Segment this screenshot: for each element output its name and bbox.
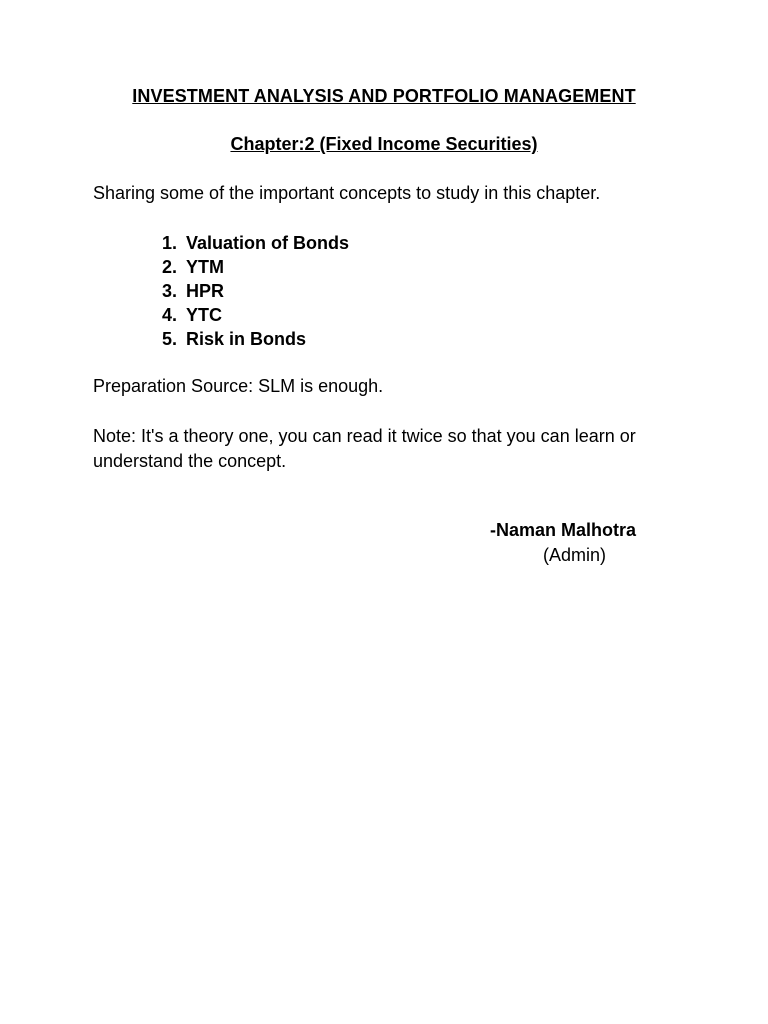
list-item <box>162 255 349 279</box>
document-title: INVESTMENT ANALYSIS AND PORTFOLIO MANAGEMENT <box>132 86 636 106</box>
intro-paragraph: Sharing some of the important concepts to study in this chapter. <box>93 183 601 203</box>
list-item-label: YTC <box>186 305 222 325</box>
author-role: (Admin) <box>543 545 607 565</box>
list-item-label: YTM <box>186 257 224 277</box>
author-signature: -Naman Malhotra <box>490 520 637 540</box>
list-item <box>162 327 349 351</box>
list-item <box>162 231 349 255</box>
list-item-number: 1. <box>162 233 178 253</box>
list-item-label: Valuation of Bonds <box>186 233 350 253</box>
list-item <box>162 279 349 303</box>
list-item <box>162 303 349 327</box>
chapter-heading: Chapter:2 (Fixed Income Securities) <box>230 134 538 154</box>
preparation-source: Preparation Source: SLM is enough. <box>93 376 384 396</box>
list-item-number: 5. <box>162 329 178 349</box>
list-item-number: 2. <box>162 257 178 277</box>
list-item-label: Risk in Bonds <box>186 329 307 349</box>
list-item-label: HPR <box>186 281 225 301</box>
concepts-list <box>162 231 349 351</box>
note-paragraph: Note: It's a theory one, you can read it twice so that you can learn or understand the concept. <box>93 426 636 471</box>
list-item-number: 4. <box>162 305 178 325</box>
list-item-number: 3. <box>162 281 178 301</box>
